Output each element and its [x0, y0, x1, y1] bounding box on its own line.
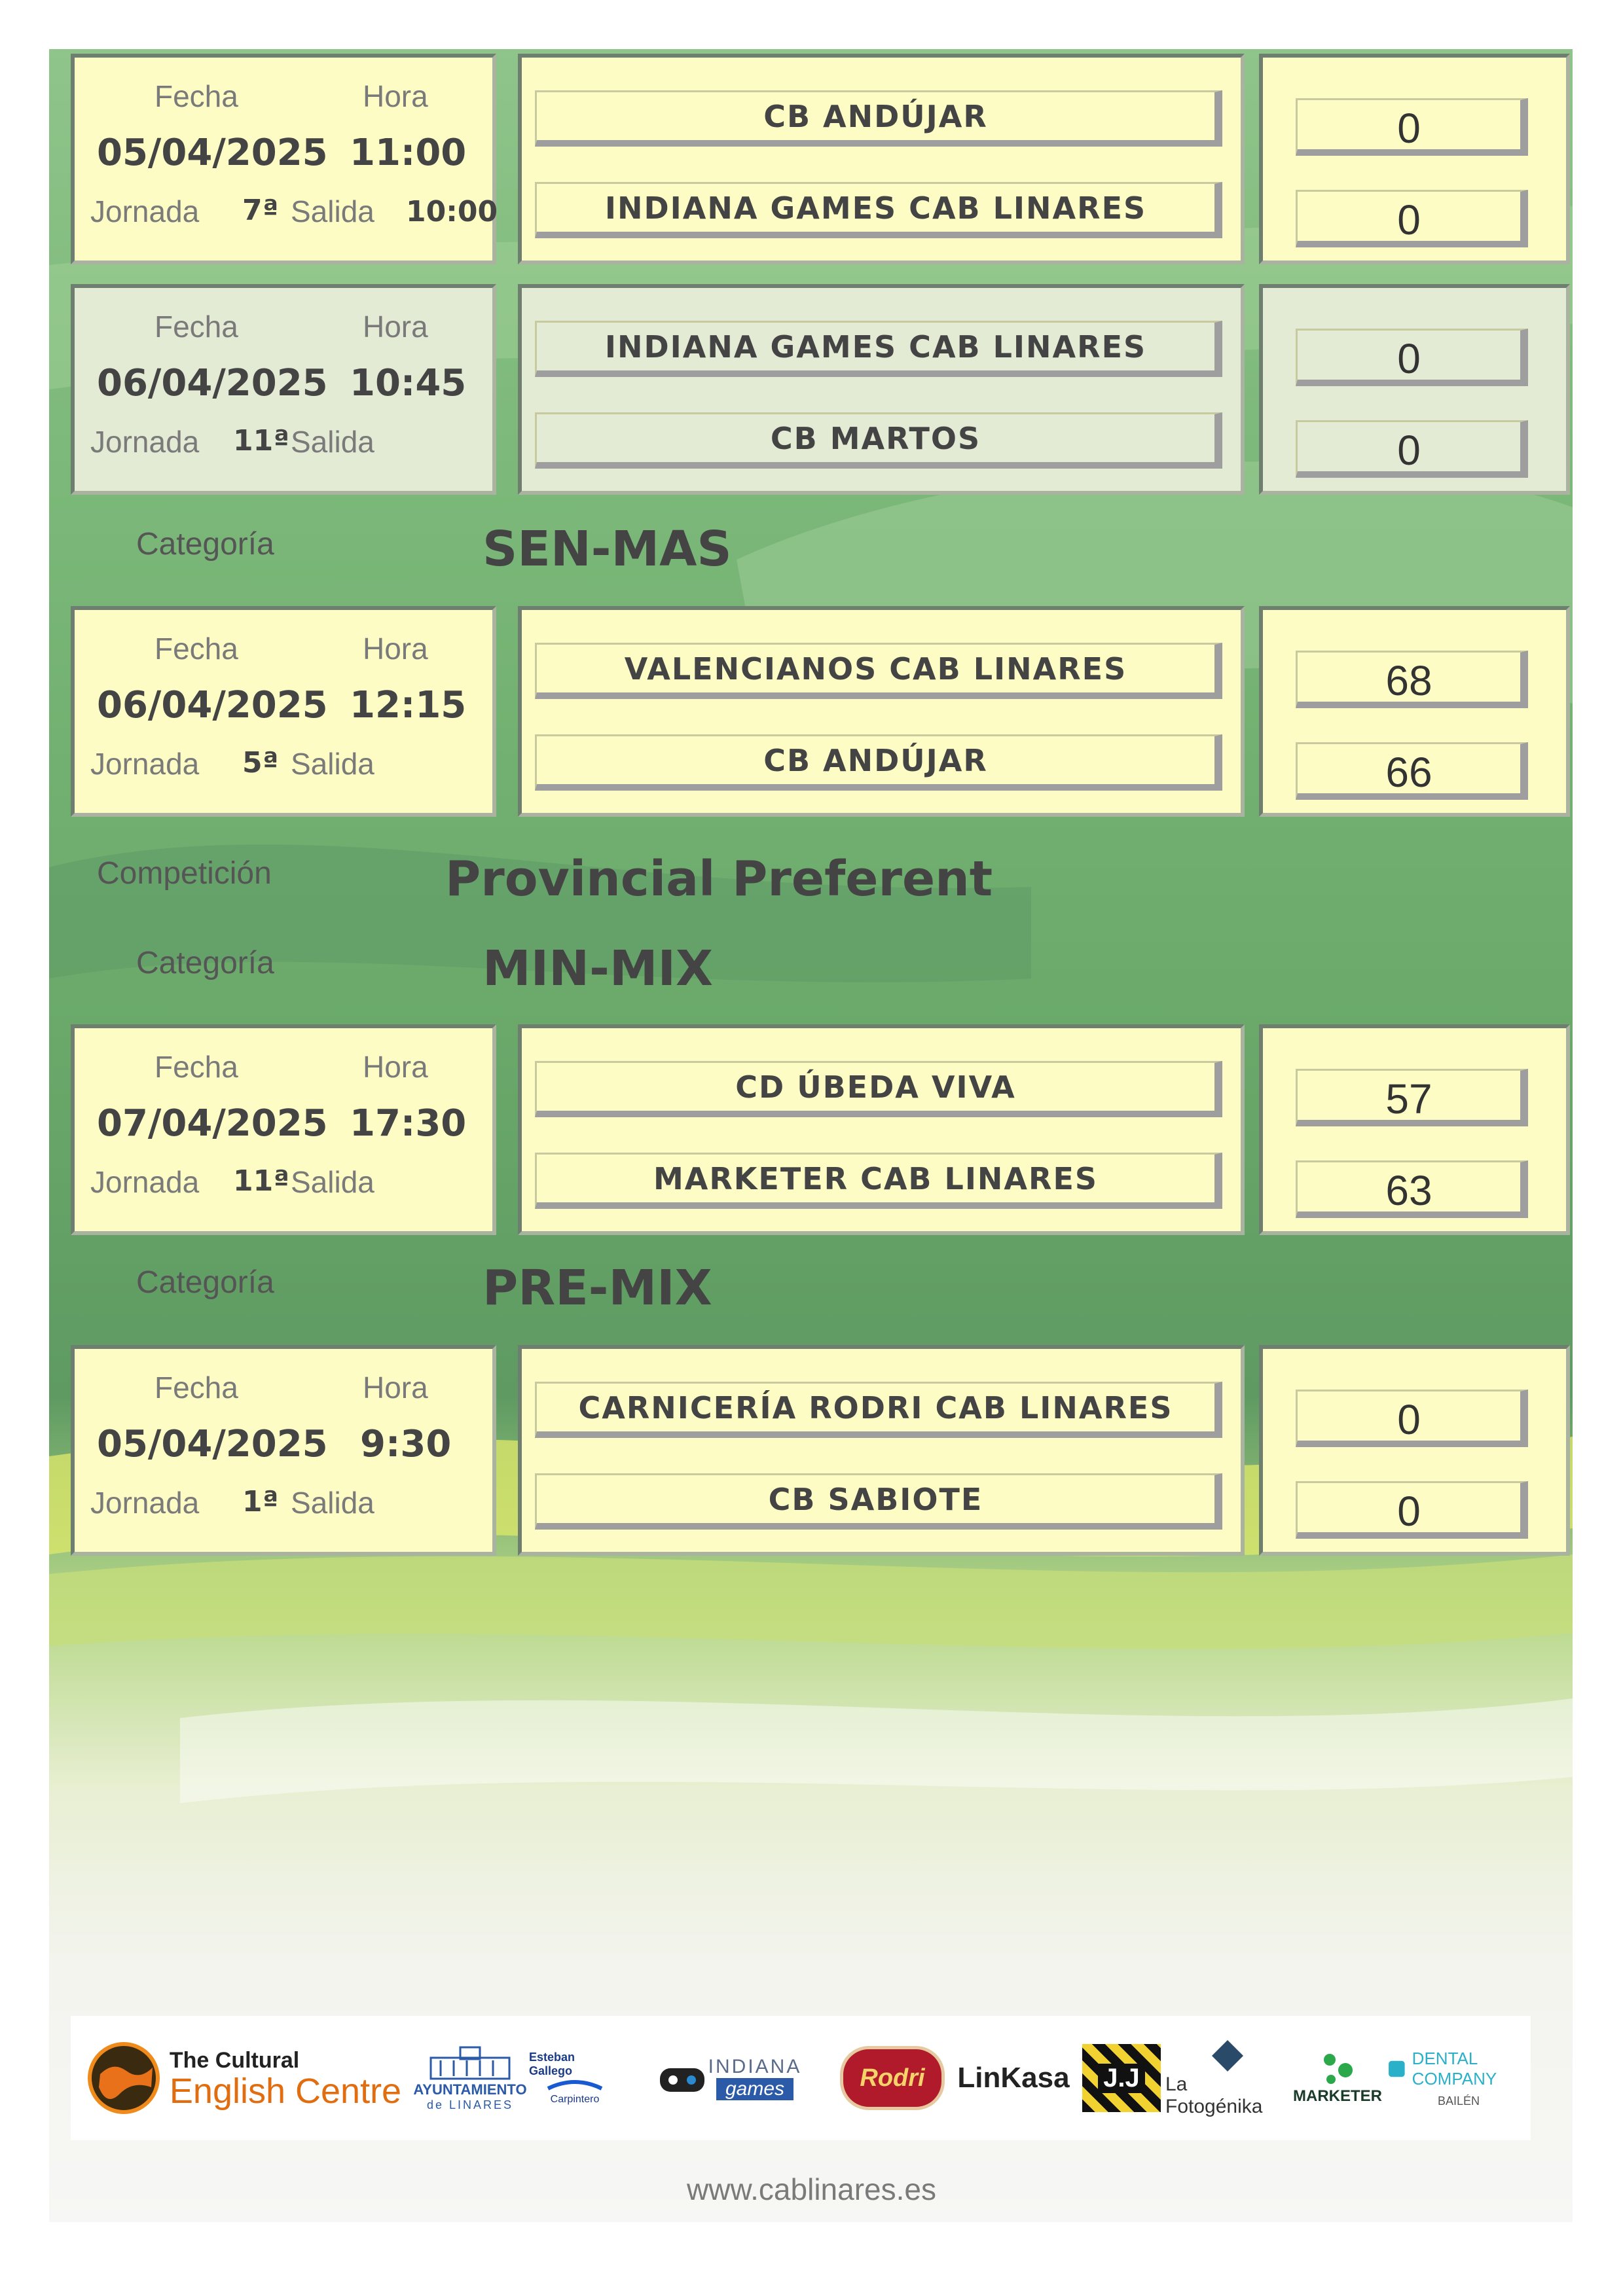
diamond-icon [1210, 2038, 1245, 2073]
molecule-icon [1318, 2051, 1357, 2087]
categoria-label: Categoría [136, 527, 274, 562]
hora-label: Hora [363, 632, 428, 666]
hora-label: Hora [363, 1371, 428, 1405]
sponsor-ayto-line2: de LINARES [426, 2098, 514, 2111]
match-date: 05/04/2025 [97, 1423, 328, 1465]
rodri-badge [840, 2046, 945, 2110]
hora-label: Hora [363, 1050, 428, 1084]
teams-panel [518, 284, 1245, 495]
sponsor-esteban-line1: Esteban Gallego [529, 2051, 575, 2077]
match-info [71, 54, 496, 264]
sponsor-indiana-games[interactable] [621, 2016, 837, 2140]
footer-url[interactable]: www.cablinares.es [687, 2172, 936, 2206]
sponsor-marketer[interactable] [1292, 2016, 1383, 2140]
match-time: 12:15 [350, 684, 467, 726]
match-date: 05/04/2025 [97, 132, 328, 174]
match-card [71, 284, 1557, 495]
scores-panel [1259, 54, 1570, 264]
home-team: CD ÚBEDA VIVA [535, 1061, 1222, 1117]
hora-label: Hora [363, 79, 428, 113]
categoria-value: PRE-MIX [483, 1260, 712, 1316]
match-date: 06/04/2025 [97, 362, 328, 404]
home-score: 0 [1296, 329, 1528, 386]
sponsor-marketer-label: MARKETER [1293, 2087, 1382, 2105]
competicion-value: Provincial Preferent [445, 851, 993, 907]
match-date: 06/04/2025 [97, 684, 328, 726]
jornada-label: Jornada [90, 194, 200, 228]
sponsor-la-fotogenika[interactable] [1165, 2016, 1290, 2140]
sponsor-ayto-line1: AYUNTAMIENTO [413, 2081, 527, 2098]
match-card [71, 606, 1557, 817]
salida-value: 10:00 [406, 195, 498, 228]
categoria-label: Categoría [136, 1265, 274, 1300]
away-score: 0 [1296, 1481, 1528, 1539]
sponsor-indiana-line1: INDIANA [708, 2056, 802, 2077]
away-score: 0 [1296, 190, 1528, 247]
competicion-label: Competición [97, 856, 272, 891]
match-time: 10:45 [350, 362, 467, 404]
categoria-value: SEN-MAS [483, 521, 732, 577]
scores-panel [1259, 1024, 1570, 1235]
sponsor-rodri-label: Rodri [860, 2064, 925, 2092]
fecha-label: Fecha [155, 1371, 238, 1405]
hora-label: Hora [363, 310, 428, 344]
match-card [71, 1345, 1557, 1556]
sponsor-jj-label: J.J [1098, 2064, 1145, 2093]
categoria-value: MIN-MIX [483, 941, 714, 997]
match-info [71, 1024, 496, 1235]
jornada-label: Jornada [90, 1486, 200, 1520]
away-team: INDIANA GAMES CAB LINARES [535, 182, 1222, 238]
town-hall-icon [424, 2045, 516, 2081]
tooth-icon [1387, 2056, 1407, 2082]
match-time: 11:00 [350, 132, 467, 174]
away-team: CB ANDÚJAR [535, 734, 1222, 791]
match-info [71, 1345, 496, 1556]
sponsor-indiana-line2: games [716, 2078, 793, 2100]
away-score: 66 [1296, 742, 1528, 800]
home-team: CB ANDÚJAR [535, 90, 1222, 147]
home-score: 68 [1296, 651, 1528, 708]
sponsor-ayuntamiento-linares[interactable] [413, 2016, 527, 2140]
teams-panel [518, 1345, 1245, 1556]
match-card [71, 54, 1557, 264]
home-team: INDIANA GAMES CAB LINARES [535, 321, 1222, 377]
match-card [71, 1024, 1557, 1235]
sponsor-dental-company[interactable] [1387, 2016, 1531, 2140]
jornada-label: Jornada [90, 1165, 200, 1199]
salida-label: Salida [291, 425, 374, 459]
match-info [71, 606, 496, 817]
away-team: CB SABIOTE [535, 1473, 1222, 1530]
scores-panel [1259, 284, 1570, 495]
away-team: MARKETER CAB LINARES [535, 1153, 1222, 1209]
salida-label: Salida [291, 194, 374, 228]
sponsor-bailen-label: BAILÉN [1437, 2094, 1480, 2108]
sponsors-banner [71, 2016, 1531, 2140]
match-time: 9:30 [360, 1423, 452, 1465]
sponsor-cultural-line1: The Cultural [169, 2047, 300, 2073]
wave-icon [545, 2078, 604, 2094]
sponsor-dental-label: DENTAL COMPANY [1412, 2048, 1497, 2089]
sponsor-rodri[interactable] [840, 2016, 945, 2140]
sponsor-linkasa-label: LinKasa [957, 2062, 1070, 2094]
fecha-label: Fecha [155, 310, 238, 344]
sponsor-jj[interactable] [1079, 2016, 1164, 2140]
sponsor-cultural-english-centre[interactable] [71, 2016, 418, 2140]
categoria-label: Categoría [136, 946, 274, 980]
home-score: 0 [1296, 98, 1528, 156]
teams-panel [518, 1024, 1245, 1235]
away-score: 0 [1296, 420, 1528, 478]
jornada-value: 5ª [242, 746, 279, 780]
teams-panel [518, 54, 1245, 264]
gamepad-icon [656, 2055, 708, 2101]
sponsor-linkasa[interactable] [951, 2016, 1076, 2140]
home-score: 57 [1296, 1069, 1528, 1126]
globe-icon [87, 2041, 160, 2115]
away-score: 63 [1296, 1160, 1528, 1218]
salida-label: Salida [291, 747, 374, 781]
jornada-label: Jornada [90, 425, 200, 459]
fecha-label: Fecha [155, 632, 238, 666]
teams-panel [518, 606, 1245, 817]
home-score: 0 [1296, 1390, 1528, 1447]
sponsor-fotogenika-label: La Fotogénika [1165, 2073, 1263, 2117]
match-date: 07/04/2025 [97, 1102, 328, 1145]
match-info [71, 284, 496, 495]
salida-label: Salida [291, 1486, 374, 1520]
home-team: VALENCIANOS CAB LINARES [535, 643, 1222, 699]
jornada-label: Jornada [90, 747, 200, 781]
scores-panel [1259, 606, 1570, 817]
match-time: 17:30 [350, 1102, 467, 1145]
fecha-label: Fecha [155, 1050, 238, 1084]
sponsor-cultural-line2: English Centre [169, 2071, 402, 2111]
home-team: CARNICERÍA RODRI CAB LINARES [535, 1382, 1222, 1438]
jornada-value: 1ª [242, 1485, 279, 1518]
jornada-value: 11ª [233, 424, 290, 457]
fecha-label: Fecha [155, 79, 238, 113]
away-team: CB MARTOS [535, 412, 1222, 469]
sponsor-esteban-gallego[interactable] [529, 2016, 621, 2140]
salida-label: Salida [291, 1165, 374, 1199]
sponsor-esteban-line2: Carpintero [550, 2094, 600, 2105]
jornada-value: 7ª [242, 194, 279, 227]
jj-badge [1082, 2044, 1161, 2112]
scores-panel [1259, 1345, 1570, 1556]
jornada-value: 11ª [233, 1164, 290, 1198]
